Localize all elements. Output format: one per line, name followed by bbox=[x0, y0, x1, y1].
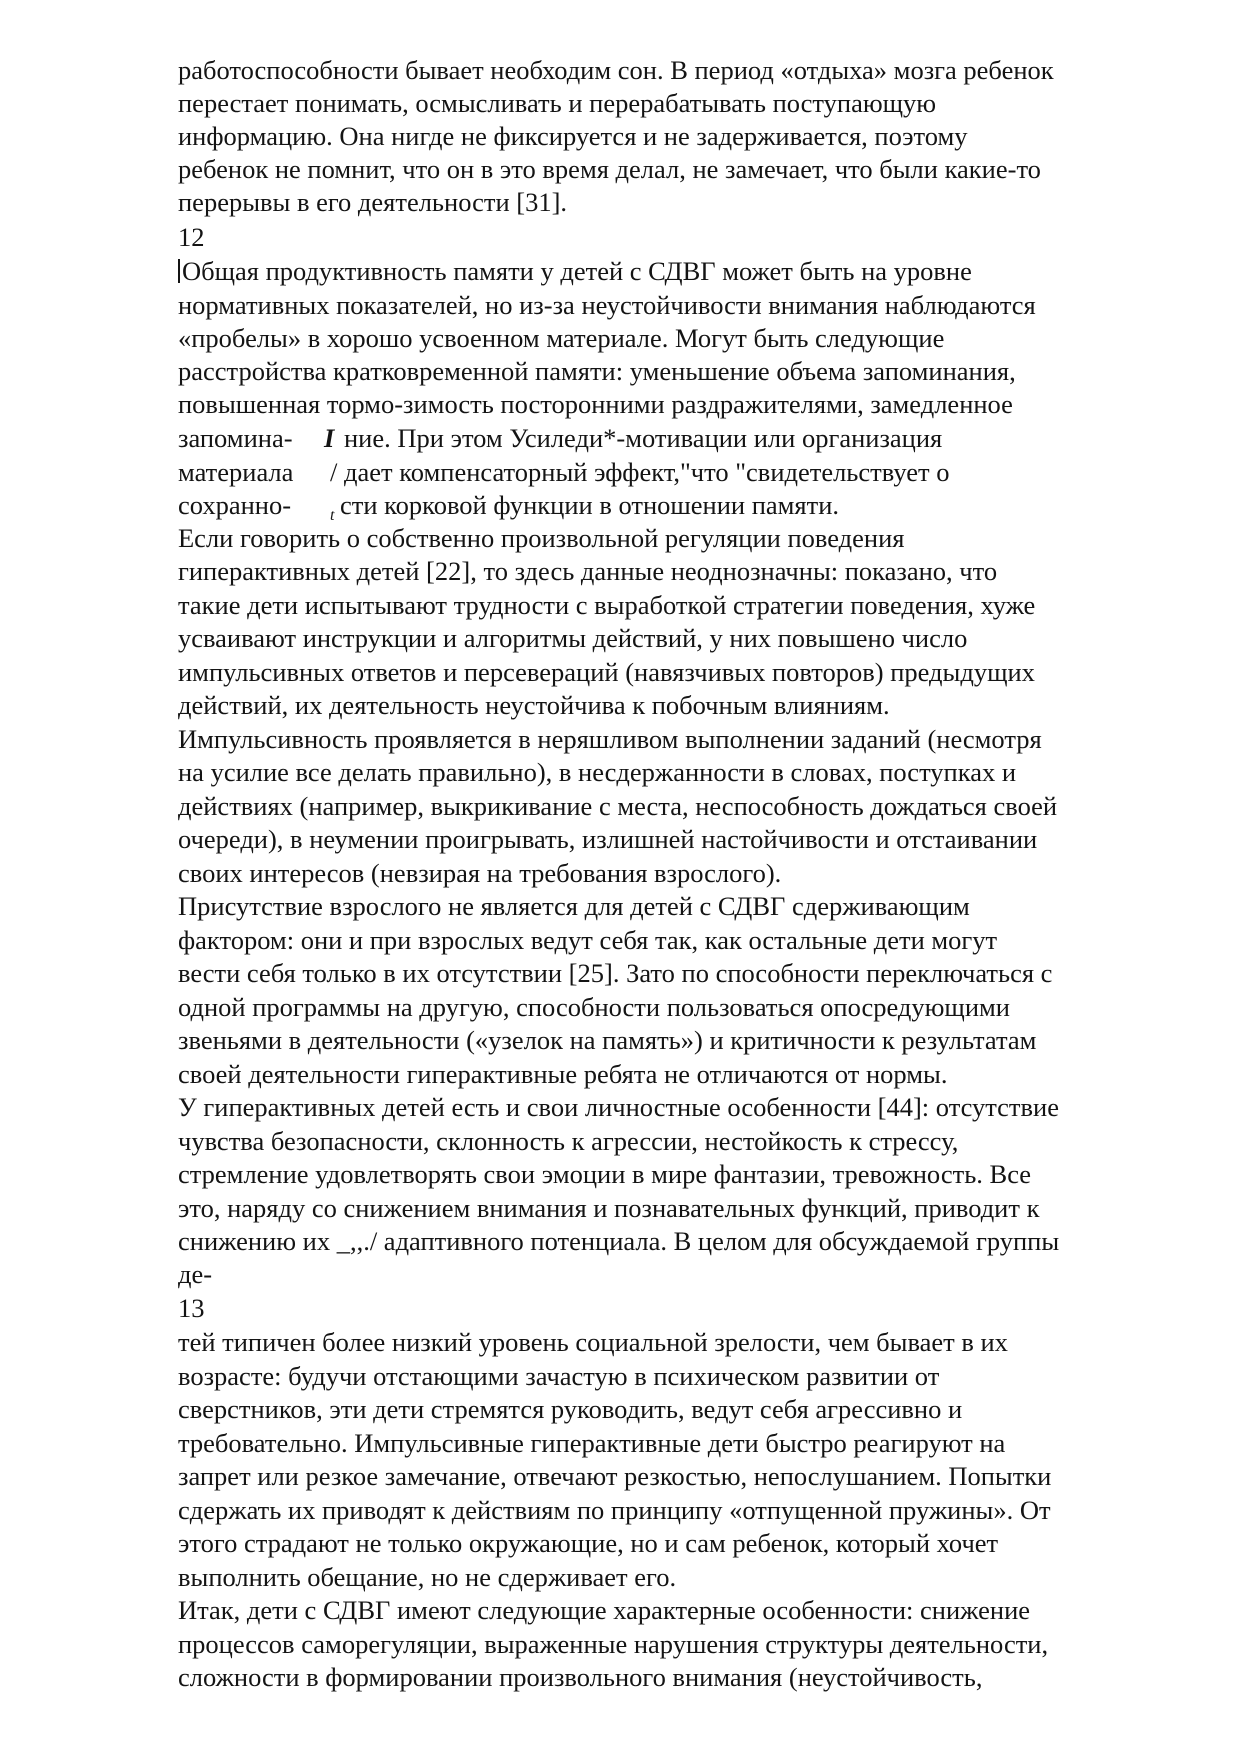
split-line-right: дает компенсаторный эффект,"что "свидетельствует о bbox=[344, 457, 950, 487]
text-line: перерывы в его деятельности [31]. bbox=[178, 187, 568, 217]
text-line: своих интересов (невзирая на требования взрослого). bbox=[178, 858, 782, 888]
split-line-left: запомина- bbox=[178, 423, 293, 453]
split-line-right: сти корковой функции в отношении памяти. bbox=[340, 490, 840, 520]
split-line-left: сохранно- bbox=[178, 490, 292, 520]
text-line: расстройства кратковременной памяти: уменьшение объема запоминания, bbox=[178, 356, 1016, 386]
text-line: своей деятельности гиперактивные ребята не отличаются от нормы. bbox=[178, 1059, 948, 1089]
text-line: нормативных показателей, но из-за неустойчивости внимания наблюдаются bbox=[178, 290, 1036, 320]
text-line: У гиперактивных детей есть и свои личностные особенности [44]: отсутствие bbox=[178, 1092, 1059, 1122]
text-line: фактором: они и при взрослых ведут себя так, как остальные дети могут bbox=[178, 925, 998, 955]
text-line: Если говорить о собственно произвольной регуляции поведения bbox=[178, 523, 905, 553]
stray-mark: t bbox=[330, 507, 335, 524]
text-line bbox=[178, 255, 972, 288]
text-line: это, наряду со снижением внимания и познавательных функций, приводит к bbox=[178, 1193, 1040, 1223]
text-line: запрет или резкое замечание, отвечают резкостью, непослушанием. Попытки bbox=[178, 1461, 1052, 1491]
text-line: очереди), в неумении проигрывать, излишней настойчивости и отстаивании bbox=[178, 824, 1038, 854]
text-line: чувства безопасности, склонность к агрессии, нестойкость к стрессу, bbox=[178, 1126, 959, 1156]
text-line: ребенок не помнит, что он в это время делал, не замечает, что были какие-то bbox=[178, 154, 1041, 184]
text-line: стремление удовлетворять свои эмоции в мире фантазии, тревожность. Все bbox=[178, 1159, 1032, 1189]
text-line: на усилие все делать правильно), в несдержанности в словах, поступках и bbox=[178, 757, 1017, 787]
text-line: этого страдают не только окружающие, но и сам ребенок, который хочет bbox=[178, 1528, 999, 1558]
text-line: импульсивных ответов и персевераций (навязчивых повторов) предыдущих bbox=[178, 657, 1035, 687]
text-line: де- bbox=[178, 1259, 213, 1289]
text-line: тей типичен более низкий уровень социальной зрелости, чем бывает в их bbox=[178, 1327, 1008, 1357]
text-line: возрасте: будучи отстающими зачастую в психическом развитии от bbox=[178, 1361, 940, 1391]
text-cursor-mark bbox=[178, 259, 180, 283]
split-text-line bbox=[178, 456, 1178, 489]
text-line: снижению их _,,./ адаптивного потенциала. В целом для обсуждаемой группы bbox=[178, 1226, 1060, 1256]
text-line-content: Общая продуктивность памяти у детей с СДВГ может быть на уровне bbox=[182, 256, 972, 286]
split-text-line bbox=[178, 489, 1178, 522]
split-text-line bbox=[178, 422, 1178, 455]
page-number: 12 bbox=[178, 222, 205, 252]
text-line: усваивают инструкции и алгоритмы действий, у них повышено число bbox=[178, 623, 968, 653]
split-line-right: ние. При этом Усиледи*-мотивации или организация bbox=[344, 423, 943, 453]
text-line: информацию. Она нигде не фиксируется и не задерживается, поэтому bbox=[178, 121, 968, 151]
text-line: требовательно. Импульсивные гиперактивные дети быстро реагируют на bbox=[178, 1428, 1006, 1458]
page-number: 13 bbox=[178, 1293, 205, 1323]
text-line: работоспособности бывает необходим сон. В период «отдыха» мозга ребенок bbox=[178, 55, 1054, 85]
text-line: сверстников, эти дети стремятся руководить, ведут себя агрессивно и bbox=[178, 1394, 963, 1424]
text-line: гиперактивных детей [22], то здесь данные неоднозначны: показано, что bbox=[178, 556, 998, 586]
text-line: «пробелы» в хорошо усвоенном материале. Могут быть следующие bbox=[178, 323, 945, 353]
text-line: звеньями в деятельности («узелок на память») и критичности к результатам bbox=[178, 1025, 1037, 1055]
text-line: Импульсивность проявляется в неряшливом выполнении заданий (несмотря bbox=[178, 724, 1042, 754]
text-line: Присутствие взрослого не является для детей с СДВГ сдерживающим bbox=[178, 891, 970, 921]
text-line: такие дети испытывают трудности с выработкой стратегии поведения, хуже bbox=[178, 590, 1036, 620]
text-line: Итак, дети с СДВГ имеют следующие характерные особенности: снижение bbox=[178, 1595, 1031, 1625]
text-line: одной программы на другую, способности пользоваться опосредующими bbox=[178, 992, 1010, 1022]
text-line: действиях (например, выкрикивание с места, неспособность дождаться своей bbox=[178, 791, 1058, 821]
text-line: перестает понимать, осмысливать и перерабатывать поступающую bbox=[178, 88, 937, 118]
split-line-left: материала bbox=[178, 457, 294, 487]
text-line: повышенная тормо-зимость посторонними раздражителями, замедленное bbox=[178, 389, 1013, 419]
text-line: вести себя только в их отсутствии [25]. Зато по способности переключаться с bbox=[178, 958, 1053, 988]
stray-mark: / bbox=[330, 457, 338, 487]
text-line: процессов саморегуляции, выраженные нарушения структуры деятельности, bbox=[178, 1629, 1049, 1659]
text-line: сдержать их приводят к действиям по принципу «отпущенной пружины». От bbox=[178, 1495, 1051, 1525]
stray-mark: I bbox=[324, 423, 335, 453]
text-line: действий, их деятельность неустойчива к побочным влияниям. bbox=[178, 690, 890, 720]
text-line: выполнить обещание, но не сдерживает его. bbox=[178, 1562, 677, 1592]
text-line: сложности в формировании произвольного внимания (неустойчивость, bbox=[178, 1662, 983, 1692]
